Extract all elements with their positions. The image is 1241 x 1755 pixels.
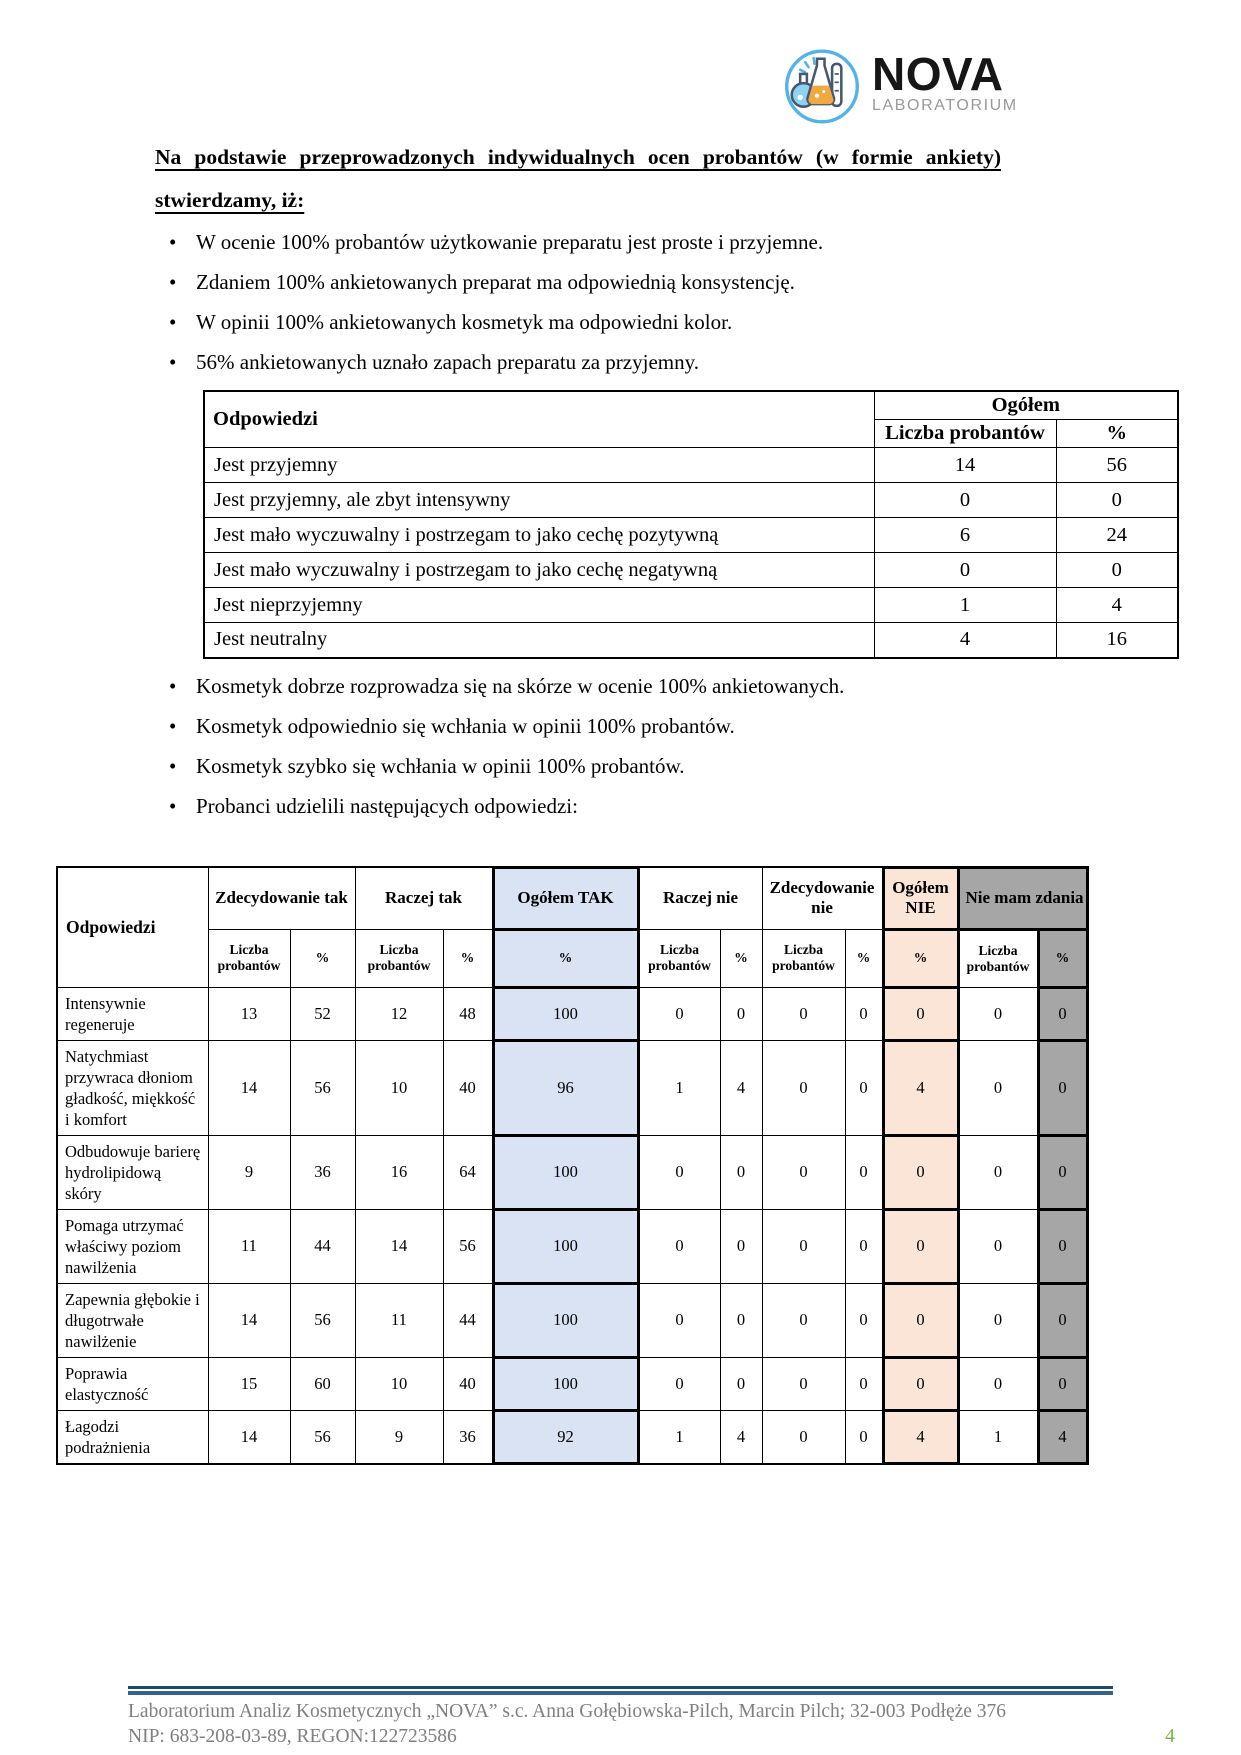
value-cell: 0: [883, 987, 958, 1040]
column-group-header: Raczej tak: [355, 867, 493, 929]
value-cell: 14: [208, 1040, 290, 1135]
value-cell: 56: [443, 1209, 493, 1283]
statement-heading-line1: Na podstawie przeprowadzonych indywidualnych ocen probantów (w formie ankiety): [155, 145, 1001, 169]
column-header-count: Liczba probantów: [638, 929, 720, 987]
value-cell: 1: [638, 1410, 720, 1464]
answer-label-cell: Intensywnie regeneruje: [57, 987, 208, 1040]
value-cell: 0: [720, 1209, 762, 1283]
answer-label-cell: Jest nieprzyjemny: [204, 588, 874, 623]
nova-logo: [780, 42, 1018, 126]
value-cell: 10: [355, 1040, 443, 1135]
value-cell: 0: [638, 1209, 720, 1283]
value-cell: 40: [443, 1040, 493, 1135]
value-cell: 1: [638, 1040, 720, 1135]
value-cell: 48: [443, 987, 493, 1040]
value-cell: 60: [290, 1357, 355, 1410]
percent-cell: 0: [1056, 483, 1178, 518]
table-row: [204, 553, 1178, 588]
value-cell: 9: [208, 1135, 290, 1209]
bullet-item: • Kosmetyk dobrze rozprowadza się na skórze w ocenie 100% ankietowanych.: [163, 672, 1023, 700]
count-cell: 1: [874, 588, 1056, 623]
value-cell: 0: [720, 1357, 762, 1410]
column-header-percent: %: [845, 929, 883, 987]
value-cell: 0: [845, 1135, 883, 1209]
column-header-percent: %: [290, 929, 355, 987]
answer-label-cell: Natychmiast przywraca dłoniom gładkość, miękkość i komfort: [57, 1040, 208, 1135]
bullet-item: • W ocenie 100% probantów użytkowanie preparatu jest proste i przyjemne.: [163, 228, 1023, 256]
column-header-percent: %: [1056, 420, 1178, 448]
count-cell: 0: [874, 483, 1056, 518]
value-cell: 10: [355, 1357, 443, 1410]
findings-list-mid: [163, 672, 1023, 820]
value-cell: 16: [355, 1135, 443, 1209]
value-cell: 4: [720, 1040, 762, 1135]
value-cell: 1: [958, 1410, 1038, 1464]
value-cell: 0: [845, 1209, 883, 1283]
logo-subtitle: LABORATORIUM: [872, 96, 1018, 114]
findings-list-top: [163, 228, 1023, 376]
column-header-percent: %: [883, 929, 958, 987]
column-header-odpowiedzi: Odpowiedzi: [204, 391, 874, 448]
scent-assessment-table: [203, 390, 1179, 659]
table-row: [57, 1410, 1087, 1464]
value-cell: 36: [290, 1135, 355, 1209]
value-cell: 0: [720, 1135, 762, 1209]
answer-label-cell: Jest mało wyczuwalny i postrzegam to jako cechę negatywną: [204, 553, 874, 588]
footer-company-line: Laboratorium Analiz Kosmetycznych „NOVA” s.c. Anna Gołębiowska-Pilch, Marcin Pilch; 32-003 Podłęże 376: [128, 1701, 1007, 1722]
value-cell: 0: [1038, 1135, 1087, 1209]
value-cell: 13: [208, 987, 290, 1040]
value-cell: 4: [883, 1410, 958, 1464]
value-cell: 0: [883, 1357, 958, 1410]
value-cell: 0: [762, 1357, 845, 1410]
count-cell: 4: [874, 623, 1056, 658]
value-cell: 14: [208, 1410, 290, 1464]
value-cell: 0: [883, 1209, 958, 1283]
count-cell: 6: [874, 518, 1056, 553]
table-row: [204, 483, 1178, 518]
logo-text: [872, 47, 1018, 115]
value-cell: 0: [638, 987, 720, 1040]
bullet-item: • W opinii 100% ankietowanych kosmetyk ma odpowiedni kolor.: [163, 308, 1023, 336]
table-row: [204, 518, 1178, 553]
count-cell: 14: [874, 448, 1056, 483]
value-cell: 64: [443, 1135, 493, 1209]
value-cell: 0: [762, 1209, 845, 1283]
value-cell: 0: [845, 1357, 883, 1410]
value-cell: 0: [762, 987, 845, 1040]
table-row: [57, 1283, 1087, 1357]
percent-cell: 16: [1056, 623, 1178, 658]
value-cell: 52: [290, 987, 355, 1040]
value-cell: 100: [493, 1135, 638, 1209]
responses-summary-table: [56, 866, 1089, 1466]
value-cell: 0: [762, 1410, 845, 1464]
value-cell: 0: [720, 987, 762, 1040]
value-cell: 56: [290, 1410, 355, 1464]
value-cell: 0: [638, 1357, 720, 1410]
footer-text: [128, 1699, 1175, 1749]
value-cell: 0: [958, 1283, 1038, 1357]
value-cell: 0: [958, 1209, 1038, 1283]
value-cell: 0: [638, 1283, 720, 1357]
table-row: [204, 448, 1178, 483]
column-header-odpowiedzi: Odpowiedzi: [57, 867, 208, 987]
value-cell: 0: [958, 1040, 1038, 1135]
value-cell: 100: [493, 1209, 638, 1283]
value-cell: 9: [355, 1410, 443, 1464]
bullet-item: • Zdaniem 100% ankietowanych preparat ma odpowiednią konsystencję.: [163, 268, 1023, 296]
answer-label-cell: Jest mało wyczuwalny i postrzegam to jako cechę pozytywną: [204, 518, 874, 553]
value-cell: 44: [443, 1283, 493, 1357]
value-cell: 0: [638, 1135, 720, 1209]
value-cell: 0: [883, 1283, 958, 1357]
value-cell: 44: [290, 1209, 355, 1283]
percent-cell: 4: [1056, 588, 1178, 623]
table-row: [57, 987, 1087, 1040]
value-cell: 0: [958, 1135, 1038, 1209]
column-header-count: Liczba probantów: [762, 929, 845, 987]
answer-label-cell: Jest przyjemny: [204, 448, 874, 483]
value-cell: 0: [883, 1135, 958, 1209]
column-header-percent: %: [443, 929, 493, 987]
table-row: [204, 588, 1178, 623]
column-header-count: Liczba probantów: [208, 929, 290, 987]
bullet-item: • Kosmetyk szybko się wchłania w opinii 100% probantów.: [163, 752, 1023, 780]
value-cell: 11: [355, 1283, 443, 1357]
lab-flasks-icon: [780, 42, 864, 126]
column-group-header: Zdecydowanie tak: [208, 867, 355, 929]
logo-title: NOVA: [872, 47, 1004, 100]
value-cell: 4: [883, 1040, 958, 1135]
answer-label-cell: Jest przyjemny, ale zbyt intensywny: [204, 483, 874, 518]
value-cell: 15: [208, 1357, 290, 1410]
value-cell: 14: [355, 1209, 443, 1283]
page-footer: [128, 1686, 1175, 1749]
statement-heading-line2: stwierdzamy, iż:: [155, 188, 305, 212]
value-cell: 0: [762, 1283, 845, 1357]
table-row: [204, 623, 1178, 658]
value-cell: 0: [1038, 1357, 1087, 1410]
value-cell: 14: [208, 1283, 290, 1357]
table-row: [57, 1135, 1087, 1209]
column-group-header: Raczej nie: [638, 867, 762, 929]
answer-label-cell: Jest neutralny: [204, 623, 874, 658]
value-cell: 56: [290, 1283, 355, 1357]
answer-label-cell: Poprawia elastyczność: [57, 1357, 208, 1410]
answer-label-cell: Odbudowuje barierę hydrolipidową skóry: [57, 1135, 208, 1209]
column-group-header: Ogółem TAK: [493, 867, 638, 929]
value-cell: 0: [958, 987, 1038, 1040]
column-header-count: Liczba probantów: [874, 420, 1056, 448]
table-row: [57, 1040, 1087, 1135]
column-group-ogolem: Ogółem: [874, 391, 1178, 420]
bullet-item: • 56% ankietowanych uznało zapach preparatu za przyjemny.: [163, 348, 1023, 376]
column-group-header: Ogółem NIE: [883, 867, 958, 929]
value-cell: 100: [493, 987, 638, 1040]
column-header-percent: %: [1038, 929, 1087, 987]
statement-heading: [155, 142, 1001, 215]
value-cell: 11: [208, 1209, 290, 1283]
column-header-count: Liczba probantów: [958, 929, 1038, 987]
value-cell: 4: [1038, 1410, 1087, 1464]
answer-label-cell: Zapewnia głębokie i długotrwałe nawilżenie: [57, 1283, 208, 1357]
value-cell: 0: [845, 1040, 883, 1135]
bullet-item: • Kosmetyk odpowiednio się wchłania w opinii 100% probantów.: [163, 712, 1023, 740]
column-header-count: Liczba probantów: [355, 929, 443, 987]
answer-label-cell: Pomaga utrzymać właściwy poziom nawilżenia: [57, 1209, 208, 1283]
percent-cell: 0: [1056, 553, 1178, 588]
value-cell: 12: [355, 987, 443, 1040]
column-header-percent: %: [493, 929, 638, 987]
column-header-percent: %: [720, 929, 762, 987]
page-number: 4: [1165, 1725, 1175, 1747]
table-row: [57, 1209, 1087, 1283]
bullet-item: • Probanci udzielili następujących odpowiedzi:: [163, 792, 1023, 820]
value-cell: 4: [720, 1410, 762, 1464]
footer-rule-bottom: [128, 1691, 1113, 1696]
value-cell: 0: [1038, 1040, 1087, 1135]
value-cell: 96: [493, 1040, 638, 1135]
count-cell: 0: [874, 553, 1056, 588]
value-cell: 0: [762, 1135, 845, 1209]
percent-cell: 24: [1056, 518, 1178, 553]
value-cell: 0: [1038, 1209, 1087, 1283]
value-cell: 0: [720, 1283, 762, 1357]
value-cell: 0: [762, 1040, 845, 1135]
column-group-header: Zdecydowanie nie: [762, 867, 883, 929]
column-group-header: Nie mam zdania: [958, 867, 1087, 929]
table-row: [57, 1357, 1087, 1410]
value-cell: 56: [290, 1040, 355, 1135]
value-cell: 36: [443, 1410, 493, 1464]
value-cell: 0: [958, 1357, 1038, 1410]
footer-nip-line: NIP: 683-208-03-89, REGON:122723586: [128, 1726, 457, 1747]
value-cell: 0: [1038, 1283, 1087, 1357]
value-cell: 0: [845, 1410, 883, 1464]
value-cell: 0: [845, 987, 883, 1040]
value-cell: 100: [493, 1283, 638, 1357]
answer-label-cell: Łagodzi podrażnienia: [57, 1410, 208, 1464]
value-cell: 40: [443, 1357, 493, 1410]
value-cell: 92: [493, 1410, 638, 1464]
value-cell: 0: [1038, 987, 1087, 1040]
percent-cell: 56: [1056, 448, 1178, 483]
value-cell: 100: [493, 1357, 638, 1410]
value-cell: 0: [845, 1283, 883, 1357]
